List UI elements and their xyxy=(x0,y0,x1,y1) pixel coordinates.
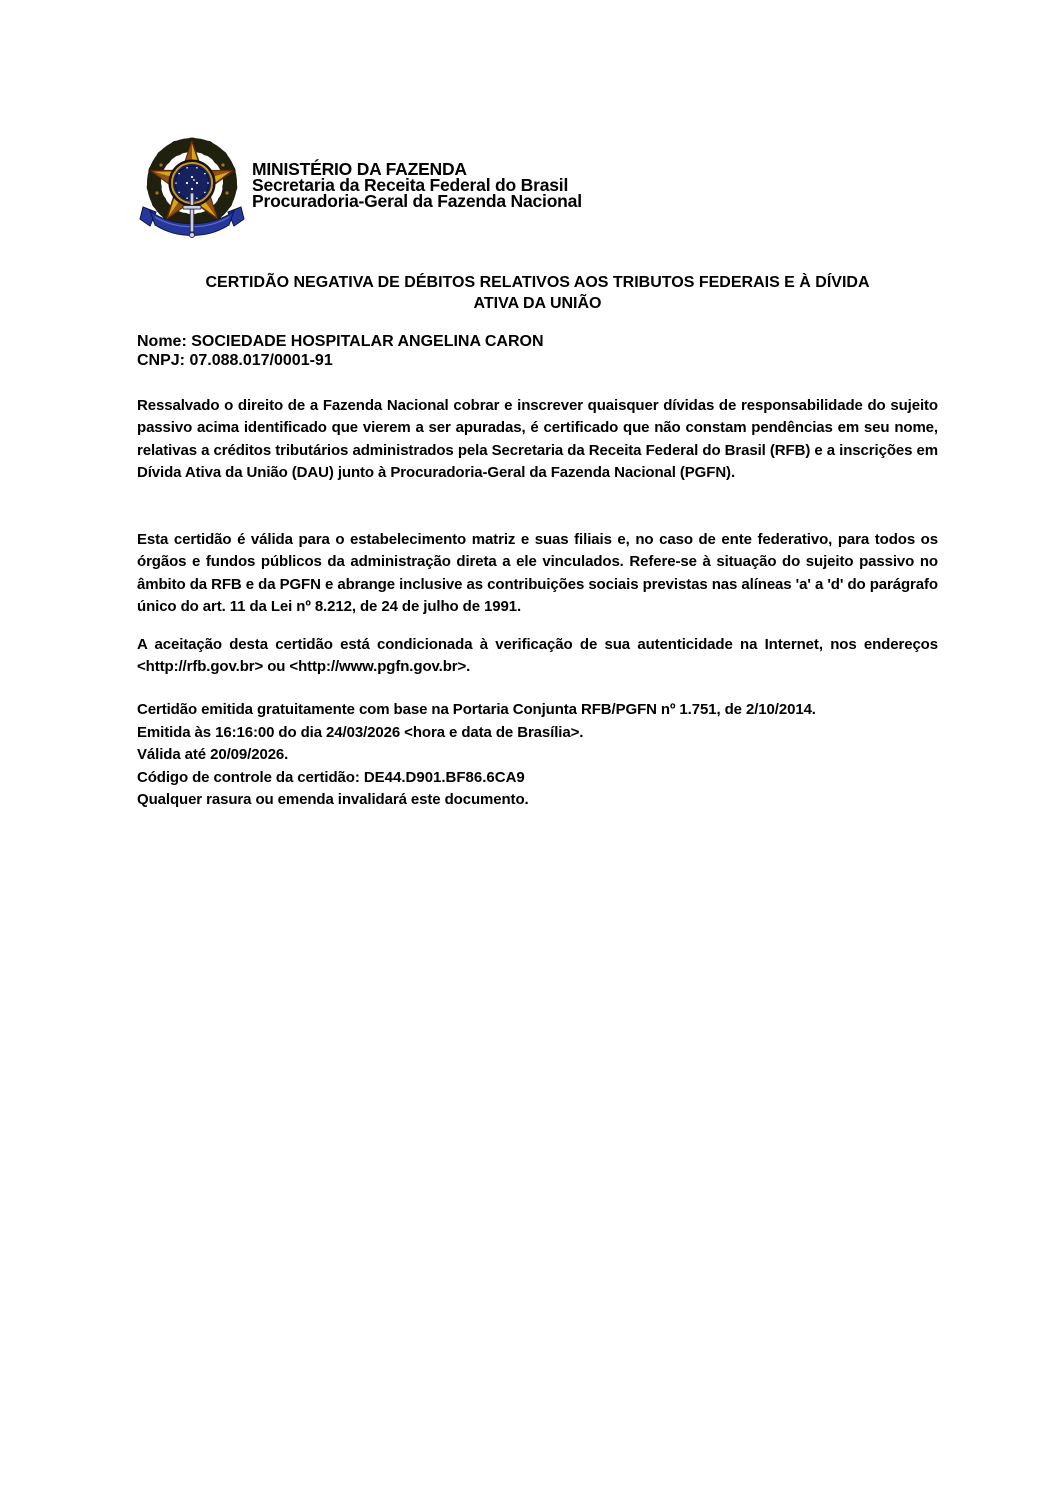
document-title xyxy=(137,272,938,314)
subject-section xyxy=(137,332,544,370)
ministry-name: MINISTÉRIO DA FAZENDA xyxy=(252,159,467,179)
control-code-value: DE44.D901.BF86.6CA9 xyxy=(363,768,525,786)
brazil-coat-of-arms-icon xyxy=(137,135,247,245)
subject-name-line xyxy=(137,332,544,351)
tamper-warning-line: Qualquer rasura ou emenda invalidará este documento. xyxy=(137,791,529,808)
control-code-label: Código de controle da certidão: xyxy=(137,768,360,786)
name-label: Nome: xyxy=(137,333,187,350)
control-code-line xyxy=(137,767,938,790)
subject-cnpj-line xyxy=(137,351,544,370)
issuance-emitted-line: Emitida às 16:16:00 do dia 24/03/2026 <hora e data de Brasília>. xyxy=(137,723,584,741)
cnpj-value: 07.088.017/0001-91 xyxy=(189,352,333,369)
paragraph-authenticity: A aceitação desta certidão está condicionada à verificação de sua autenticidade na Internet, nos endereços <http://rfb.gov.br> ou <http://www.pgfn.gov.br>. xyxy=(137,636,938,676)
title-line-1: CERTIDÃO NEGATIVA DE DÉBITOS RELATIVOS AOS TRIBUTOS FEDERAIS E À DÍVIDA xyxy=(205,274,870,291)
name-value: SOCIEDADE HOSPITALAR ANGELINA CARON xyxy=(191,333,544,350)
paragraph-disclaimer: Ressalvado o direito de a Fazenda Nacional cobrar e inscrever quaisquer dívidas de responsabilidade do sujeito passivo acima identificado que vierem a ser apuradas, é certificado que não constam pendências em seu nome, relativas a créditos tributários administrados pela Secretaria da Receita Federal do Brasil (RFB) e a inscrições em Dívida Ativa da União (DAU) junto à Procuradoria-Geral da Fazenda Nacional (PGFN). xyxy=(137,397,938,482)
issuance-portaria-line: Certidão emitida gratuitamente com base na Portaria Conjunta RFB/PGFN nº 1.751, de 2/10/2014. xyxy=(137,701,816,718)
org-secretaria: Secretaria da Receita Federal do Brasil xyxy=(252,175,569,195)
issuance-valid-until-line: Válida até 20/09/2026. xyxy=(137,746,289,763)
issuance-section xyxy=(137,699,938,812)
org-procuradoria: Procuradoria-Geral da Fazenda Nacional xyxy=(252,191,582,211)
cnpj-label: CNPJ: xyxy=(137,352,186,369)
org-block xyxy=(252,161,582,209)
title-line-2: ATIVA DA UNIÃO xyxy=(473,295,602,312)
paragraph-validity-scope: Esta certidão é válida para o estabelecimento matriz e suas filiais e, no caso de ente federativo, para todos os órgãos e fundos públicos da administração direta a ele vinculados. Refere-se à situação do sujeito passivo no âmbito da RFB e da PGFN e abrange inclusive as contribuições sociais previstas nas alíneas 'a' a 'd' do parágrafo único do art. 11 da Lei nº 8.212, de 24 de julho de 1991. xyxy=(137,531,938,616)
